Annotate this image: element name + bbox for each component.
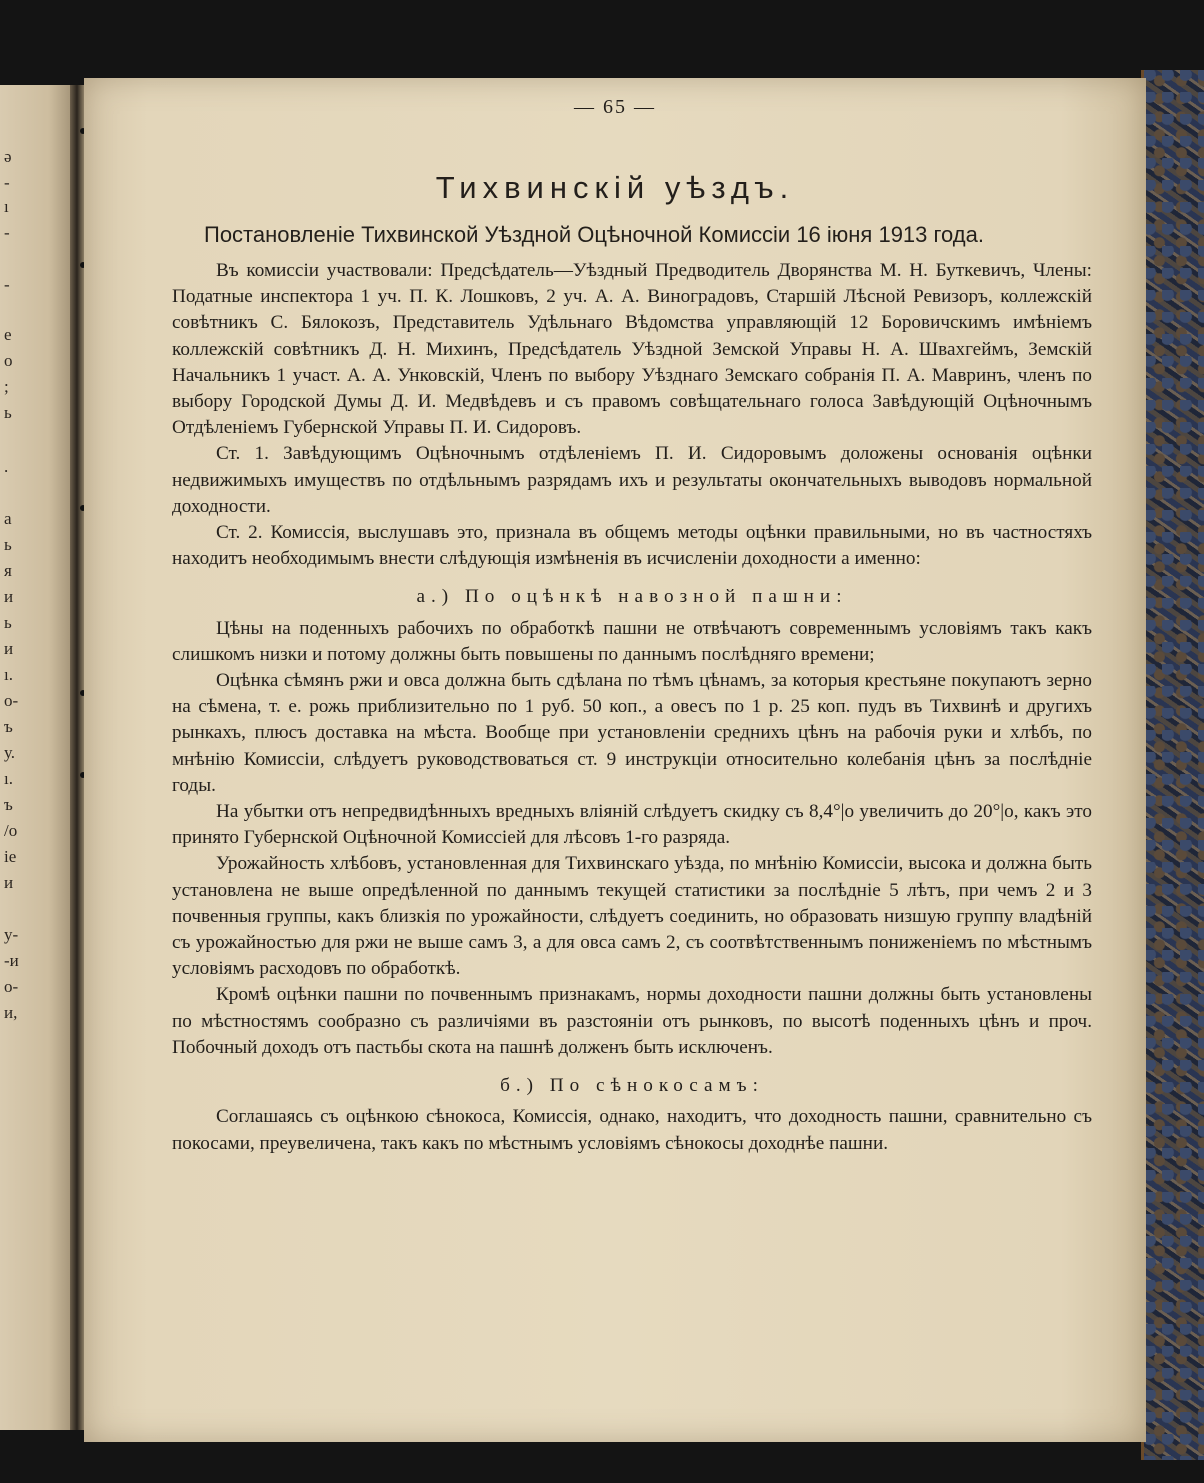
marbled-cover-edge: [1141, 70, 1204, 1460]
paragraph-yield: Урожайность хлѣбовъ, установленная для Тихвинскаго уѣзда, по мнѣнію Комиссіи, высока и должна быть установлена не выше опредѣленной по даннымъ текущей статистики за послѣдніе 5 лѣтъ, при чемъ 2 и 3 почвенныя группы, какъ близкія по урожайности, слѣдуетъ соединить, но образовать низшую группу владѣній съ урожайностью для ржи не выше самъ 3, а для овса самъ 2, съ соотвѣтственнымъ пониженіемъ по мѣстнымъ условіямъ расходовъ по обработкѣ.: [172, 853, 1092, 980]
left-page-fragment: ь: [4, 613, 12, 632]
left-page-fragment: e: [4, 325, 12, 344]
left-page-fragment: у.: [4, 743, 16, 762]
left-page-fragment: ı.: [4, 665, 13, 684]
left-page-fragment: -: [4, 275, 10, 294]
paragraph-article-2: Ст. 2. Комиссія, выслушавъ это, признала въ общемъ методы оцѣнки правильными, но въ частностяхъ находитъ необходимымъ внести слѣдующія измѣненія въ исчисленіи доходности а именно:: [172, 522, 1092, 570]
book-page: [84, 78, 1146, 1442]
left-page-fragment: ь: [4, 535, 12, 554]
left-page-fragment: .: [4, 457, 9, 476]
paragraph-losses: На убытки отъ непредвидѣнныхъ вредныхъ вліяній слѣдуетъ скидку съ 8,4°|о увеличить до 20°|о, какъ это принято Губернской Оцѣночной Комиссіей для лѣсовъ 1-го разряда.: [172, 801, 1092, 849]
left-page-fragment: o: [4, 351, 13, 370]
paragraph-article-1: Ст. 1. Завѣдующимъ Оцѣночнымъ отдѣленіемъ П. И. Сидоровымъ доложены основанія оцѣнки недвижимыхъ имуществъ по отдѣльнымъ разрядамъ ихъ и результаты окончательныхъ выводовъ нормальной доходности.: [172, 443, 1092, 517]
section-heading-b: б.) По сѣнокосамъ:: [500, 1075, 764, 1097]
left-page-fragment: ;: [4, 377, 9, 396]
page-title: Тихвинскій уѣздъ.: [435, 170, 795, 205]
left-page-fragment: ı.: [4, 769, 13, 788]
paragraph-wages: Цѣны на поденныхъ рабочихъ по обработкѣ пашни не отвѣчаютъ современнымъ условіямъ такъ какъ слишкомъ низки и потому должны быть повышены по даннымъ послѣдняго времени;: [172, 617, 1092, 665]
left-page-fragment: іе: [4, 847, 17, 866]
document-subtitle: Постановленіе Тихвинской Уѣздной Оцѣночной Комиссіи 16 іюня 1913 года.: [204, 222, 984, 247]
left-page-fragment: a: [4, 509, 12, 528]
left-page-fragment: -: [4, 223, 10, 242]
left-page-fragment: о-: [4, 977, 19, 996]
book-gutter: [70, 85, 84, 1430]
left-page-fragment: /о: [4, 821, 18, 840]
left-page-fragment: ь: [4, 403, 12, 422]
page-number: — 65 —: [574, 96, 656, 118]
left-page-fragment: и: [4, 873, 14, 892]
left-page-fragment: и,: [4, 1003, 18, 1022]
left-page-fragment: -и: [4, 951, 19, 970]
left-page-fragment: -: [4, 173, 10, 192]
page-body: [172, 258, 1092, 1157]
left-page-fragment: ə: [4, 147, 12, 166]
left-page-fragment: я: [4, 561, 12, 580]
left-page-edge: [0, 85, 70, 1430]
left-page-fragment: ъ: [4, 795, 13, 814]
paragraph-norms: Кромѣ оцѣнки пашни по почвеннымъ признакамъ, нормы доходности пашни должны быть установлены по мѣстностямъ сообразно съ различіями въ разстояніи отъ рынковъ, по высотѣ поденныхъ цѣнъ и проч. Побочный доходъ отъ пастьбы скота на пашнѣ долженъ быть исключенъ.: [172, 984, 1092, 1058]
left-page-fragment: у-: [4, 925, 19, 944]
left-page-fragment: о-: [4, 691, 19, 710]
left-page-fragment: и: [4, 639, 14, 658]
section-heading-a: а.) По оцѣнкѣ навозной пашни:: [416, 586, 848, 608]
left-page-fragment: и: [4, 587, 14, 606]
left-page-fragment: ı: [4, 197, 9, 216]
paragraph-hayfields: Соглашаясь съ оцѣнкою сѣнокоса, Комиссія, однако, находитъ, что доходность пашни, сравнительно съ покосами, преувеличена, такъ какъ по мѣстнымъ условіямъ сѣнокосы доходнѣе пашни.: [172, 1106, 1092, 1154]
left-page-fragment: ъ: [4, 717, 13, 736]
paragraph-seeds: Оцѣнка сѣмянъ ржи и овса должна быть сдѣлана по тѣмъ цѣнамъ, за которыя крестьяне покупаютъ зерно на сѣмена, т. е. рожь приблизительно по 1 руб. 50 коп., а овесъ по 1 р. 25 коп. пудъ въ Тихвинѣ и другихъ рынкахъ, плюсъ доставка на мѣста. Вообще при установленіи среднихъ цѣнъ на рабочія руки и хлѣбъ, по мнѣнію Комиссіи, слѣдуетъ руководствоваться ст. 9 инструкціи относительно колебанія цѣнъ за послѣдніе годы.: [172, 670, 1092, 796]
paragraph-participants: Въ комиссіи участвовали: Предсѣдатель—Уѣздный Предводитель Дворянства М. Н. Буткевичъ, Члены: Податные инспектора 1 уч. П. К. Лошковъ, 2 уч. А. А. Виноградовъ, Старшій Лѣсной Ревизоръ, коллежскій совѣтникъ С. Бялокозъ, Представитель Удѣльнаго Вѣдомства управляющій 12 Боровичскимъ имѣніемъ коллежскій совѣтникъ Д. Н. Михинъ, Предсѣдатель Уѣздной Земской Управы Н. А. Швахгеймъ, Земскій Начальникъ 1 участ. А. А. Унковскій, Членъ по выбору Уѣзднаго Земскаго собранія П. А. Мавринъ, членъ по выбору Городской Думы Д. И. Медвѣдевъ и съ правомъ совѣщательнаго голоса Завѣдующій Оцѣночнымъ Отдѣленіемъ Губернской Управы П. И. Сидоровъ.: [172, 260, 1092, 439]
